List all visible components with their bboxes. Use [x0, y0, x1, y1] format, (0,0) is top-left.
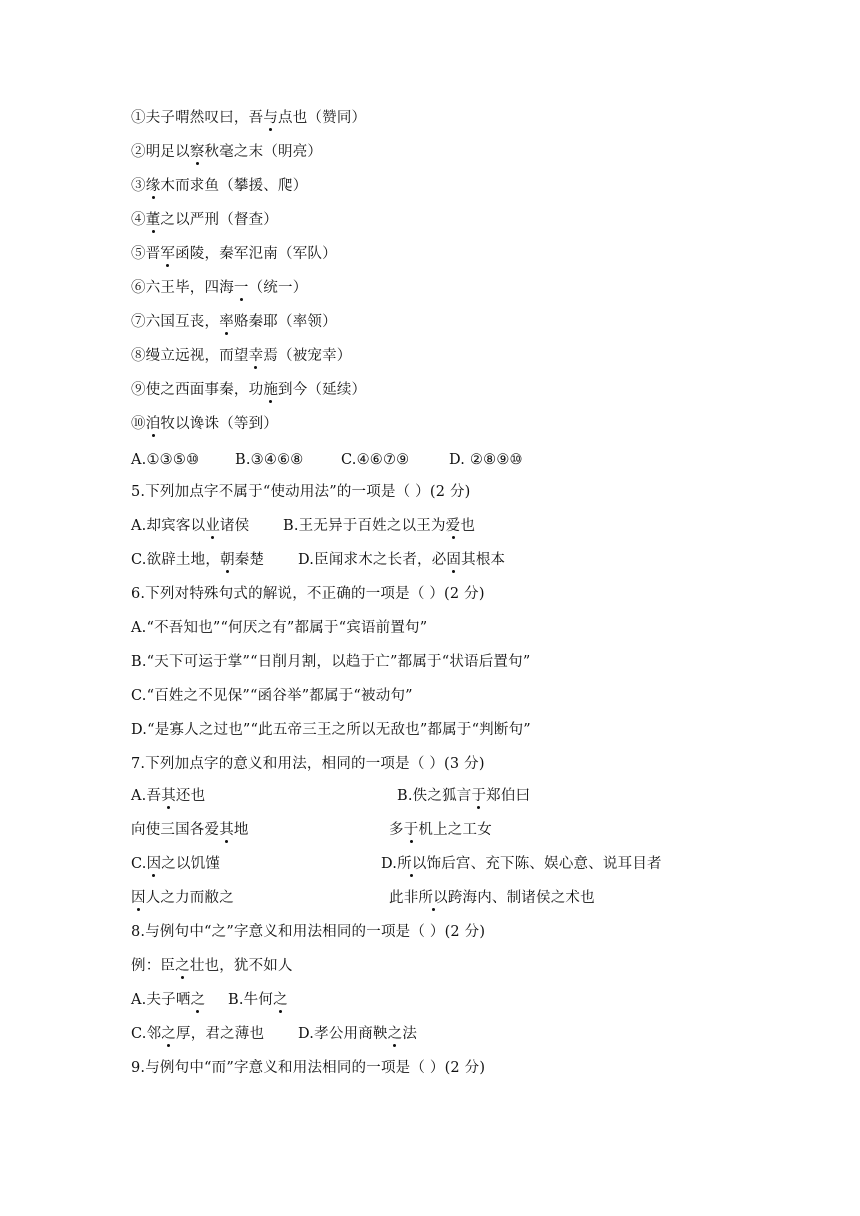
- item-3: ③缘木而求鱼（攀援、爬）: [131, 178, 308, 194]
- dotted-char: 业: [205, 518, 220, 534]
- q7-stem: 7.下列加点字的意义和用法，相同的一项是（ ）(3 分): [131, 756, 485, 772]
- dotted-char: 军: [160, 246, 176, 262]
- dotted-char: 之: [175, 958, 190, 974]
- dotted-char: 朝: [220, 552, 235, 568]
- dotted-char: 所以: [397, 856, 427, 872]
- dotted-char: 其: [161, 788, 176, 804]
- q8-options-ab: [131, 990, 288, 1010]
- q7-option-b[interactable]: B.佚之狐言于郑伯曰: [397, 788, 531, 804]
- q4-option-d[interactable]: D. ②⑧⑨⑩: [449, 452, 523, 468]
- item-4: ④董之以严刑（督查）: [131, 212, 279, 228]
- q8-option-c[interactable]: C.邻之厚，君之薄也: [131, 1026, 265, 1042]
- q8-options-cd: [131, 1024, 417, 1044]
- q5-option-b[interactable]: B.王无异于百姓之以王为爱也: [283, 518, 476, 534]
- q5-stem: 5.下列加点字不属于“使动用法”的一项是（ ）(2 分): [131, 484, 471, 500]
- q8-option-d[interactable]: D.孝公用商鞅之法: [298, 1026, 418, 1042]
- dotted-char: 因: [146, 856, 162, 872]
- dotted-char: 缘: [145, 178, 161, 194]
- item-1: ①夫子喟然叹曰，吾与点也（赞同）: [131, 110, 367, 126]
- item-9: ⑨使之西面事秦，功施到今（延续）: [131, 382, 367, 398]
- dotted-char: 幸: [248, 348, 264, 364]
- q6-option-b[interactable]: B.“天下可运于掌”“日削月割，以趋于亡”都属于“状语后置句”: [131, 654, 531, 670]
- q7-row-cd-2: 因人之力而敝之 此非所以跨海内、制诸侯之术也: [131, 890, 595, 906]
- q5-options-cd: [131, 550, 505, 570]
- dotted-char: 率: [219, 314, 234, 330]
- q7-row-ab-1: [131, 786, 531, 806]
- item-6: ⑥六王毕，四海一（统一）: [131, 280, 308, 296]
- q4-option-b[interactable]: B.③④⑥⑧: [235, 452, 304, 468]
- q6-option-a[interactable]: A.“不吾知也”“何厌之有”都属于“宾语前置句”: [131, 620, 428, 636]
- dotted-char: 之: [273, 992, 288, 1008]
- q4-option-a[interactable]: A.①③⑤⑩: [131, 452, 200, 468]
- item-10: ⑩洎牧以谗诛（等到）: [131, 416, 279, 432]
- q7-option-d[interactable]: D.所以饰后宫、充下陈、娱心意、说耳目者: [381, 856, 662, 872]
- dotted-char: 董: [145, 212, 161, 228]
- q4-options: [131, 450, 523, 470]
- q5-option-c[interactable]: C.欲辟土地，朝秦楚: [131, 552, 265, 568]
- dotted-char: 施: [263, 382, 279, 398]
- dotted-char: 之: [161, 1026, 176, 1042]
- q5-options-ab: [131, 516, 475, 536]
- dotted-char: 固: [446, 552, 462, 568]
- dotted-char: 察: [189, 144, 205, 160]
- dotted-char: 洎: [145, 416, 161, 432]
- q6-stem: 6.下列对特殊句式的解说，不正确的一项是（ ）(2 分): [131, 586, 485, 602]
- q7-row-cd-1: [131, 854, 662, 874]
- q6-option-c[interactable]: C.“百姓之不见保”“函谷举”都属于“被动句”: [131, 688, 413, 704]
- item-7: ⑦六国互丧，率赂秦耶（率领）: [131, 314, 337, 330]
- q8-example: 例：臣之壮也，犹不如人: [131, 958, 293, 974]
- q4-option-c[interactable]: C.④⑥⑦⑨: [341, 452, 410, 468]
- q8-option-b[interactable]: B.牛何之: [228, 992, 288, 1008]
- dotted-char: 与: [263, 110, 279, 126]
- q5-option-d[interactable]: D.臣闻求木之长者，必固其根本: [298, 552, 506, 568]
- q7-option-c[interactable]: C.因之以饥馑: [131, 856, 221, 872]
- dotted-char: 之: [387, 1026, 403, 1042]
- item-5: ⑤晋军函陵，秦军氾南（军队）: [131, 246, 337, 262]
- dotted-char: 一: [233, 280, 249, 296]
- q7-row-ab-2: 向使三国各爱其地 多于机上之工女: [131, 822, 492, 838]
- item-8: ⑧缦立远视，而望幸焉（被宠幸）: [131, 348, 352, 364]
- q8-option-a[interactable]: A.夫子哂之: [131, 992, 206, 1008]
- dotted-char: 之: [190, 992, 206, 1008]
- item-2: ②明足以察秋毫之末（明亮）: [131, 144, 323, 160]
- dotted-char: 其: [219, 822, 234, 838]
- dotted-char: 爱: [445, 518, 461, 534]
- q9-stem: 9.与例句中“而”字意义和用法相同的一项是（ ）(2 分): [131, 1060, 486, 1076]
- q5-option-a[interactable]: A.却宾客以业诸侯: [131, 518, 250, 534]
- q8-stem: 8.与例句中“之”字意义和用法相同的一项是（ ）(2 分): [131, 924, 486, 940]
- dotted-char: 所以: [418, 890, 448, 906]
- dotted-char: 于: [403, 822, 419, 838]
- dotted-char: 于: [471, 788, 487, 804]
- q6-option-d[interactable]: D.“是寡人之过也”“此五帝三王之所以无敌也”都属于“判断句”: [131, 722, 531, 738]
- q7-option-a[interactable]: A.吾其还也: [131, 788, 206, 804]
- dotted-char: 因: [131, 890, 146, 906]
